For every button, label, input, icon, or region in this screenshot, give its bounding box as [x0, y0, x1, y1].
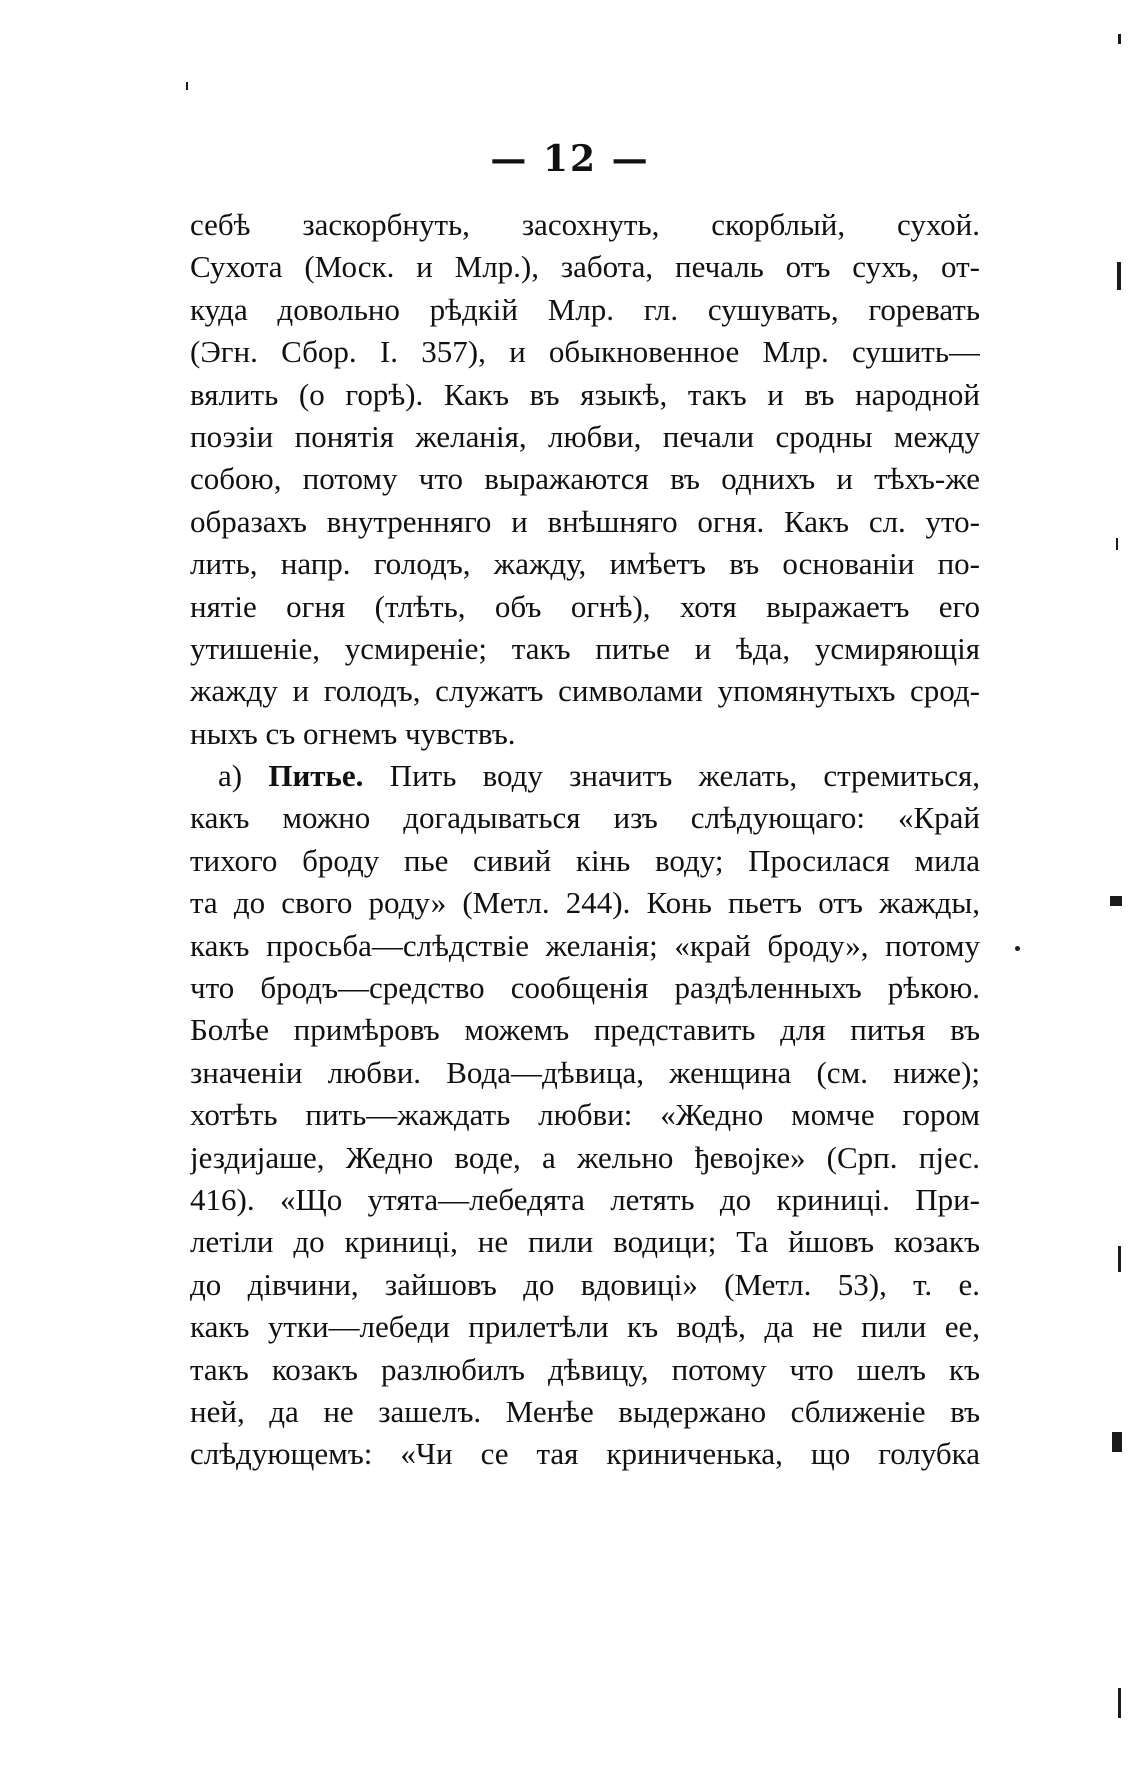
text-line: Сухота (Моск. и Млр.), забота, печаль отъ сухъ, от- [190, 249, 980, 285]
text-line: тихого броду пье сивий кінь воду; Просилася мила [190, 842, 980, 878]
text-line: что бродъ—средство сообщенія раздѣленныхъ рѣкою. [190, 970, 980, 1006]
section-heading: Питье. [268, 758, 364, 794]
text-line: поэзіи понятія желанія, любви, печали сродны между [190, 418, 980, 454]
scan-artifact-mark [1118, 1246, 1121, 1272]
scan-artifact-mark [1110, 896, 1122, 906]
scan-artifact-mark [186, 82, 188, 90]
text-line-section-start: а) Питье. Пить воду значитъ желать, стремиться, [218, 758, 980, 794]
scan-artifact-mark [1118, 34, 1121, 44]
text-line: какъ просьба—слѣдствіе желанія; «край броду», потому [190, 927, 980, 963]
text-line: лить, напр. голодъ, жажду, имѣетъ въ основаніи по- [190, 546, 980, 582]
text-line: себѣ заскорбнуть, засохнуть, скорблый, сухой. [190, 207, 980, 242]
scan-artifact-mark [1015, 946, 1020, 951]
text-line: какъ утки—лебеди прилетѣли къ водѣ, да не пили ее, [190, 1309, 980, 1345]
text-line: 416). «Що утята—лебедята летять до криниці. При- [190, 1181, 980, 1217]
text-line: какъ можно догадываться изъ слѣдующаго: «Край [190, 800, 980, 836]
text-line: жажду и голодъ, служатъ символами упомянутыхъ срод- [190, 673, 980, 709]
text-line: вялить (о горѣ). Какъ въ языкѣ, такъ и въ народной [190, 376, 980, 412]
text-line: (Эгн. Сбор. I. 357), и обыкновенное Млр. сушить— [190, 334, 980, 370]
text-line: до дівчини, зайшовъ до вдовиці» (Метл. 53), т. е. [190, 1266, 980, 1302]
text-line: хотѣть пить—жаждать любви: «Жедно момче гором [190, 1097, 980, 1133]
text-line: собою, потому что выражаются въ однихъ и тѣхъ-же [190, 461, 980, 497]
text-line: утишеніе, усмиреніе; такъ питье и ѣда, усмиряющія [190, 630, 980, 666]
text-line: Болѣе примѣровъ можемъ представить для питья въ [190, 1012, 980, 1048]
text-line: ныхъ съ огнемъ чувствъ. [190, 715, 516, 751]
text-line: та до свого роду» (Метл. 244). Конь пьетъ отъ жажды, [190, 885, 980, 921]
scan-artifact-mark [1116, 538, 1118, 550]
text-line: куда довольно рѣдкій Млр. гл. сушувать, горевать [190, 291, 980, 327]
text-line: ней, да не зашелъ. Менѣе выдержано сближеніе въ [190, 1393, 980, 1429]
scan-artifact-mark [1112, 1432, 1122, 1452]
scan-artifact-mark [1118, 1688, 1121, 1718]
text-line: такъ козакъ разлюбилъ дѣвицу, потому что шелъ къ [190, 1351, 980, 1387]
text-line: слѣдующемъ: «Чи се тая криниченька, що голубка [190, 1436, 980, 1472]
body-text [190, 204, 980, 1476]
text-line: jездиjаше, Жедно воде, а жельно ђевоjке» (Срп. пjес. [190, 1139, 980, 1175]
text-line: летіли до криниці, не пили водици; Та йшовъ козакъ [190, 1224, 980, 1260]
page-number: — 12 — [490, 138, 650, 180]
text-line: нятіе огня (тлѣть, объ огнѣ), хотя выражаетъ его [190, 588, 980, 624]
text-line: значеніи любви. Вода—дѣвица, женщина (см. ниже); [190, 1054, 980, 1090]
scan-artifact-mark [1117, 262, 1121, 290]
text-line: образахъ внутренняго и внѣшняго огня. Какъ сл. уто- [190, 503, 980, 539]
